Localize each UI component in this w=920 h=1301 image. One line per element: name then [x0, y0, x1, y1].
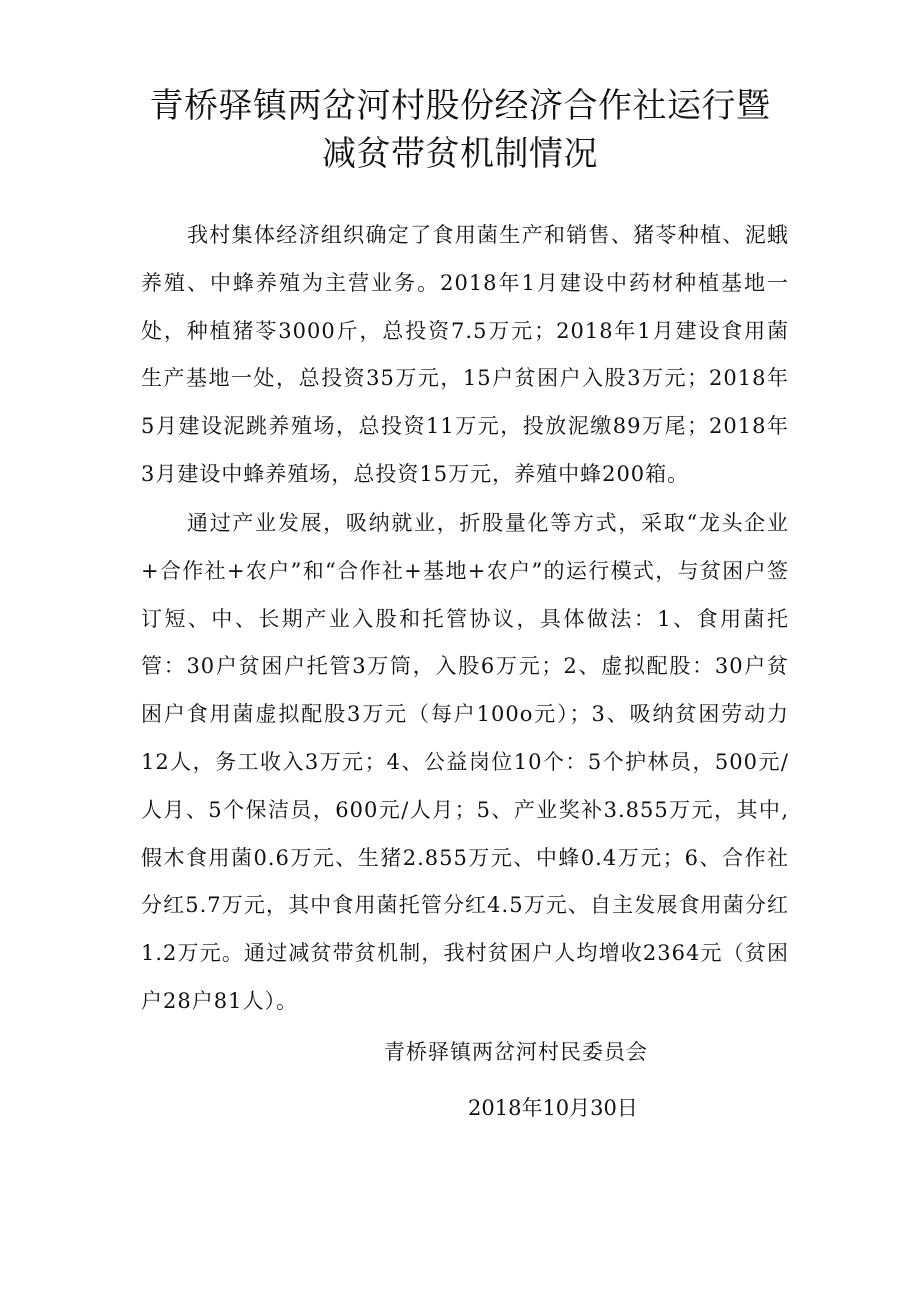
document-title-line1: 青桥驿镇两岔河村股份经济合作社运行暨 [149, 86, 771, 126]
body-paragraph-2: 通过产业发展，吸纳就业，折股量化等方式，采取“龙头企业+合作社+农户”和“合作社+基地+农户”的运行模式，与贫困户签订短、中、长期产业入股和托管协议，具体做法：1、食用菌托管：30户贫困户托管3万筒，入股6万元；2、虚拟配股：30户贫困户食用菌虚拟配股3万元（每户100o元）；3、吸纳贫困劳动力12人，务工收入3万元；4、公益岗位10个：5个护林员，500元/人月、5个保洁员，600元/人月；5、产业奖补3.855万元，其中,假木食用菌0.6万元、生猪2.855万元、中蜂0.4万元；6、合作社分红5.7万元，其中食用菌托管分红4.5万元、自主发展食用菌分红1.2万元。通过减贫带贫机制，我村贫困户人均增收2364元（贫困户28户81人）。 [141, 511, 789, 1013]
document-title-line2: 减贫带贫机制情况 [322, 134, 598, 174]
signature-organization: 青桥驿镇两岔河村民委员会 [384, 1040, 648, 1064]
document-date: 2018年10月30日 [468, 1096, 638, 1120]
body-paragraph-1: 我村集体经济组织确定了食用菌生产和销售、猪苓种植、泥蛾养殖、中蜂养殖为主营业务。2018年1月建设中药材种植基地一处，种植猪苓3000斤，总投资7.5万元；2018年1月建设食用菌生产基地一处，总投资35万元，15户贫困户入股3万元；2018年5月建设泥跳养殖场，总投资11万元，投放泥缴89万尾；2018年3月建设中蜂养殖场，总投资15万元，养殖中蜂200箱。 [141, 223, 789, 486]
